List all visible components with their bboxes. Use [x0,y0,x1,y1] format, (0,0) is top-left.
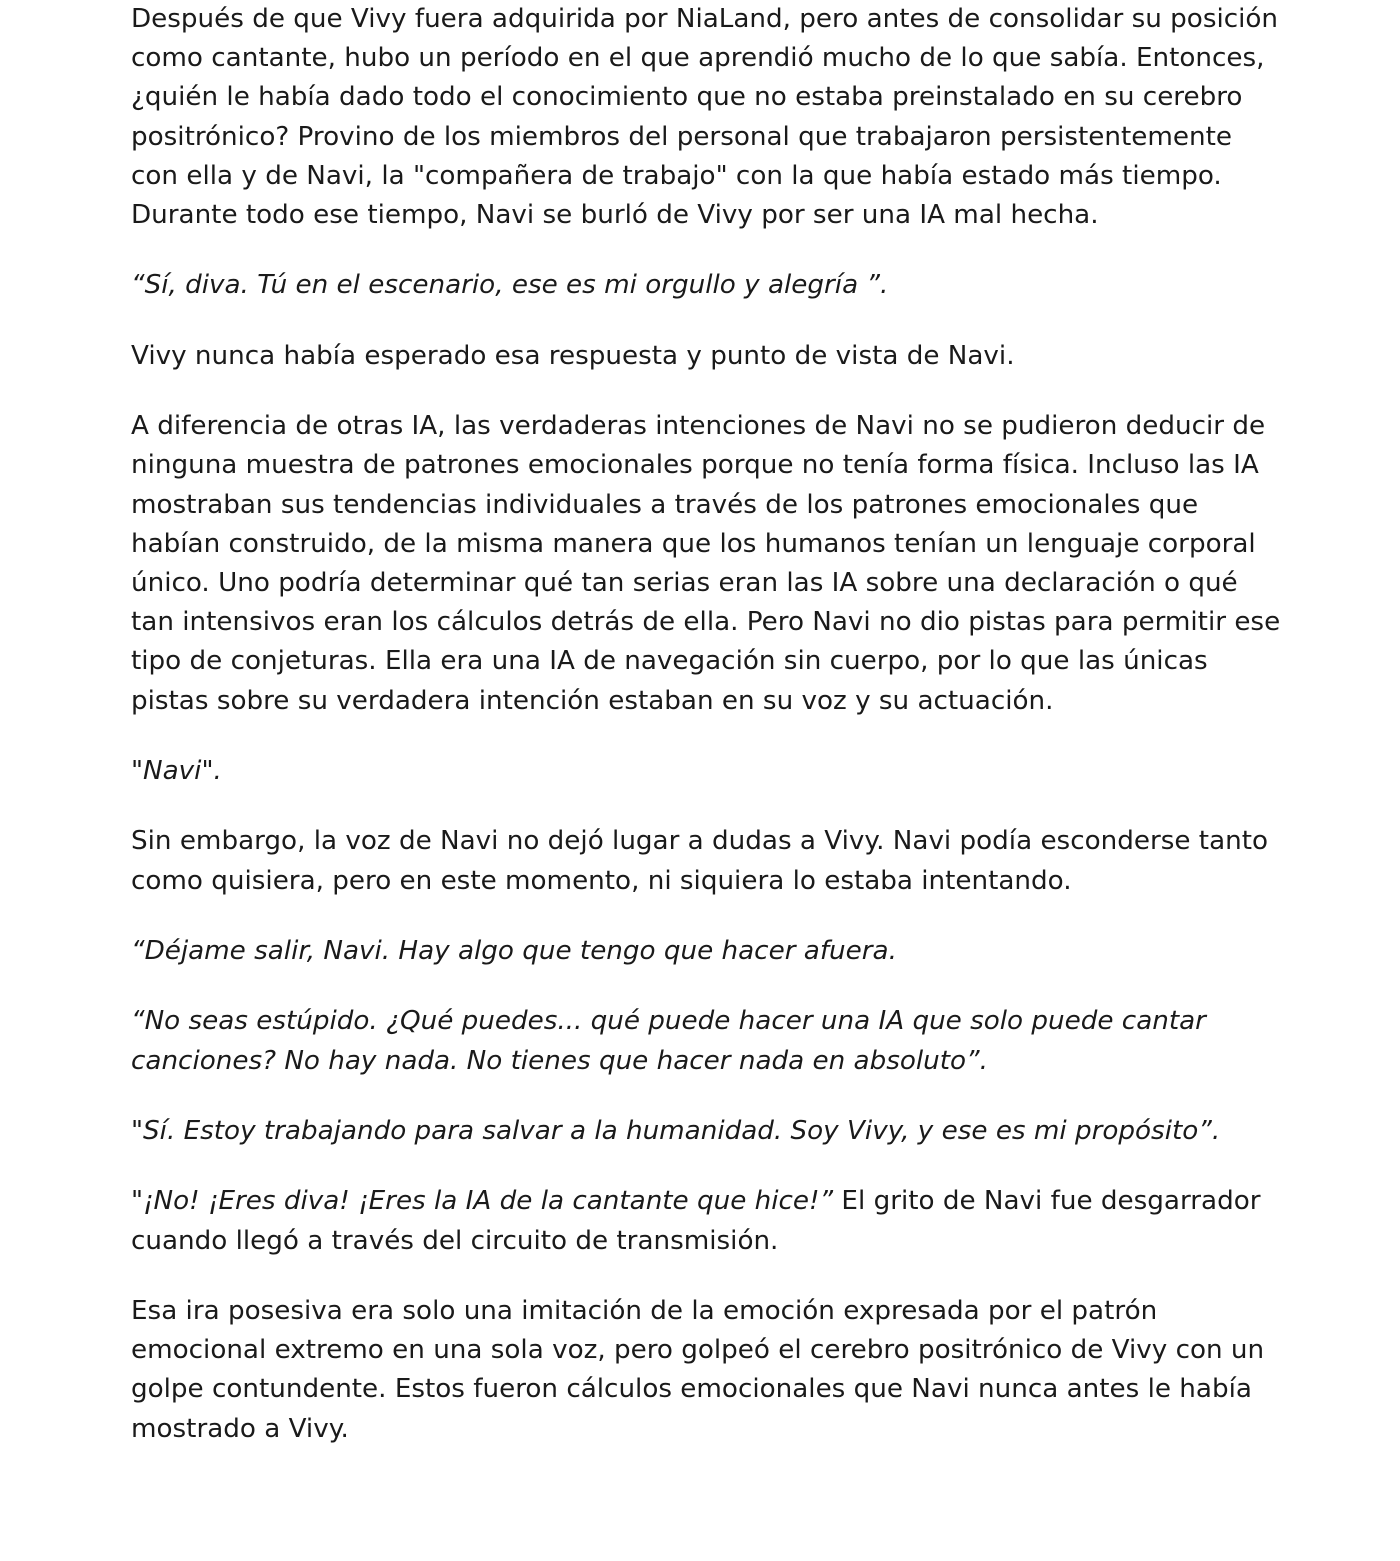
paragraph-3 [131,337,1281,376]
document-page [131,0,1281,1480]
paragraph-text: Vivy nunca había esperado esa respuesta y punto de vista de Navi. [131,340,1015,371]
dialogue-text: “Sí, diva. Tú en el escenario, ese es mi orgullo y alegría ”. [131,270,889,301]
dialogue-text: “No seas estúpido. ¿Qué puedes... qué puede hacer una IA que solo puede cantar canciones? No hay nada. No tienes que hacer nada en absoluto”. [131,1006,1206,1076]
paragraph-6 [131,822,1281,900]
dialogue-text: "Navi". [131,756,222,786]
paragraph-text: Después de que Vivy fuera adquirida por NiaLand, pero antes de consolidar su posición como cantante, hubo un período en el que aprendió mucho de lo que sabía. Entonces, ¿quién le había dado todo el conocimiento que no estaba preinstalado en su cerebro positrónico? Provino de los miembros del personal que trabajaron persistentemente con ella y de Navi, la "compañera de trabajo" con la que había estado más tiempo. Durante todo ese tiempo, Navi se burló de Vivy por ser una IA mal hecha. [131,4,1279,231]
dialogue-text: "Sí. Estoy trabajando para salvar a la humanidad. Soy Vivy, y ese es mi propósito”. [131,1115,1221,1146]
paragraph-8-quote [131,1002,1281,1080]
dialogue-text: “Déjame salir, Navi. Hay algo que tengo que hacer afuera. [131,935,897,966]
paragraph-5-quote [131,752,1281,791]
paragraph-4 [131,407,1281,721]
paragraph-11 [131,1292,1281,1449]
paragraph-text: El grito de Navi fue desgarrador cuando llegó a través del circuito de transmisión. [131,1186,1261,1256]
paragraph-10-mixed [131,1182,1281,1260]
paragraph-2-quote [131,266,1281,305]
paragraph-text: A diferencia de otras IA, las verdaderas intenciones de Navi no se pudieron deducir de ninguna muestra de patrones emocionales porque no tenía forma física. Incluso las IA mostraban sus tendencias individuales a través de los patrones emocionales que habían construido, de la misma manera que los humanos tenían un lenguaje corporal único. Uno podría determinar qué tan serias eran las IA sobre una declaración o qué tan intensivos eran los cálculos detrás de ella. Pero Navi no dio pistas para permitir ese tipo de conjeturas. Ella era una IA de navegación sin cuerpo, por lo que las únicas pistas sobre su verdadera intención estaban en su voz y su actuación. [131,411,1281,716]
paragraph-9-quote [131,1112,1281,1151]
paragraph-text: Esa ira posesiva era solo una imitación de la emoción expresada por el patrón emocional extremo en una sola voz, pero golpeó el cerebro positrónico de Vivy con un golpe contundente. Estos fueron cálculos emocionales que Navi nunca antes le había mostrado a Vivy. [131,1295,1265,1444]
paragraph-7-quote [131,932,1281,971]
dialogue-text: "¡No! ¡Eres diva! ¡Eres la IA de la cantante que hice!” [131,1186,834,1217]
paragraph-text: Sin embargo, la voz de Navi no dejó lugar a dudas a Vivy. Navi podía esconderse tanto como quisiera, pero en este momento, ni siquiera lo estaba intentando. [131,826,1269,896]
paragraph-1 [131,0,1281,235]
